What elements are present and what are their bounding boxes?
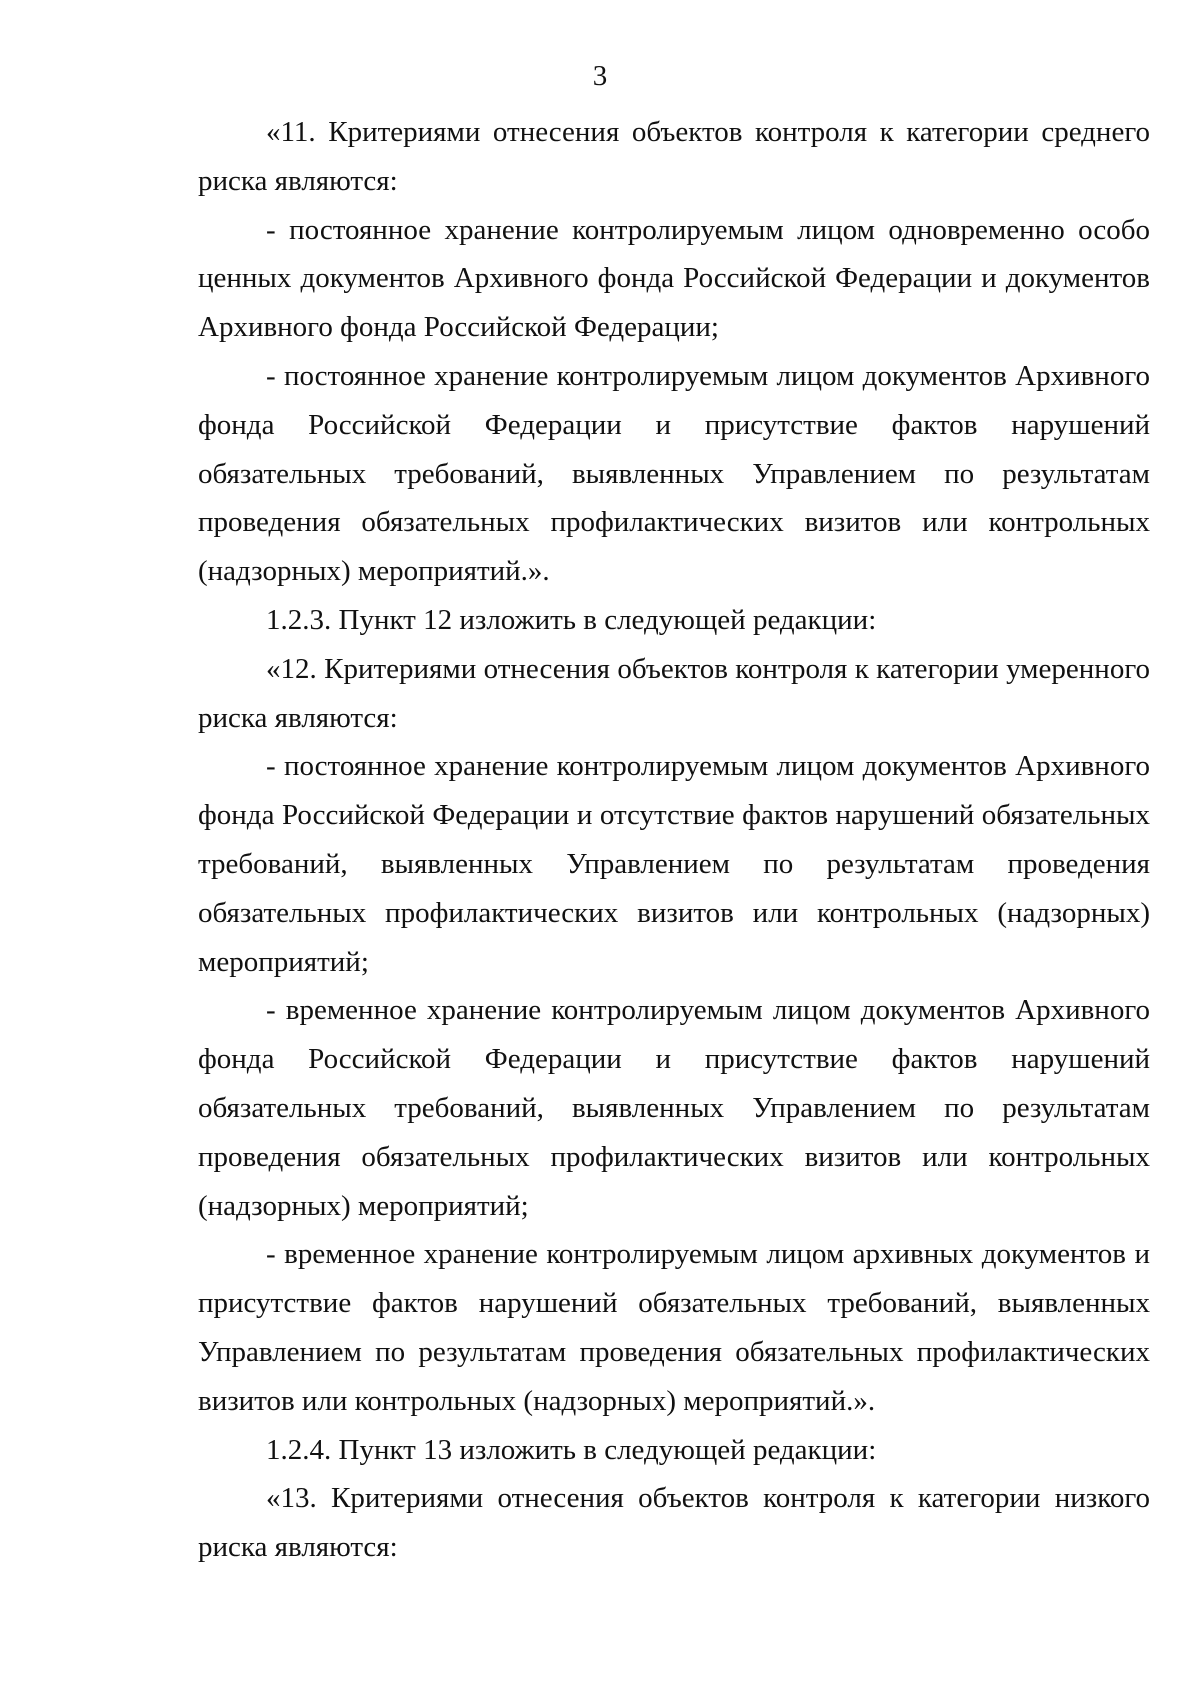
paragraph-criterion-1: - постоянное хранение контролируемым лицом одновременно особо ценных документов Архивного фонда Российской Федерации и документов Архивного фонда Российской Федерации; [198, 213, 1150, 344]
paragraph-criterion-3: - постоянное хранение контролируемым лицом документов Архивного фонда Российской Федерации и отсутствие фактов нарушений обязательных требований, выявленных Управлением по результатам проведения обязательных профилактических визитов или контрольных (надзорных) мероприятий; [198, 750, 1150, 978]
paragraph-item-11-intro: «11. Критериями отнесения объектов контроля к категории среднего риска являются: [198, 116, 1150, 197]
paragraph-criterion-5: - временное хранение контролируемым лицом архивных документов и присутствие фактов нарушений обязательных требований, выявленных Управлением по результатам проведения обязательных профилактических визитов или контрольных (надзорных) мероприятий.». [198, 1238, 1150, 1417]
paragraph-amendment-1-2-4: 1.2.4. Пункт 13 изложить в следующей редакции: [266, 1433, 877, 1466]
paragraph-amendment-1-2-3: 1.2.3. Пункт 12 изложить в следующей редакции: [266, 603, 877, 636]
paragraph-criterion-2: - постоянное хранение контролируемым лицом документов Архивного фонда Российской Федерации и присутствие фактов нарушений обязательных требований, выявленных Управлением по результатам проведения обязательных профилактических визитов или контрольных (надзорных) мероприятий.». [198, 359, 1150, 588]
document-body [198, 108, 1150, 1572]
paragraph-item-12-intro: «12. Критериями отнесения объектов контроля к категории умеренного риска являются: [198, 652, 1150, 734]
page-number: 3 [592, 60, 608, 92]
paragraph-criterion-4: - временное хранение контролируемым лицом документов Архивного фонда Российской Федерации и присутствие фактов нарушений обязательных требований, выявленных Управлением по результатам проведения обязательных профилактических визитов или контрольных (надзорных) мероприятий; [198, 994, 1150, 1222]
paragraph-item-13-intro: «13. Критериями отнесения объектов контроля к категории низкого риска являются: [198, 1482, 1150, 1564]
